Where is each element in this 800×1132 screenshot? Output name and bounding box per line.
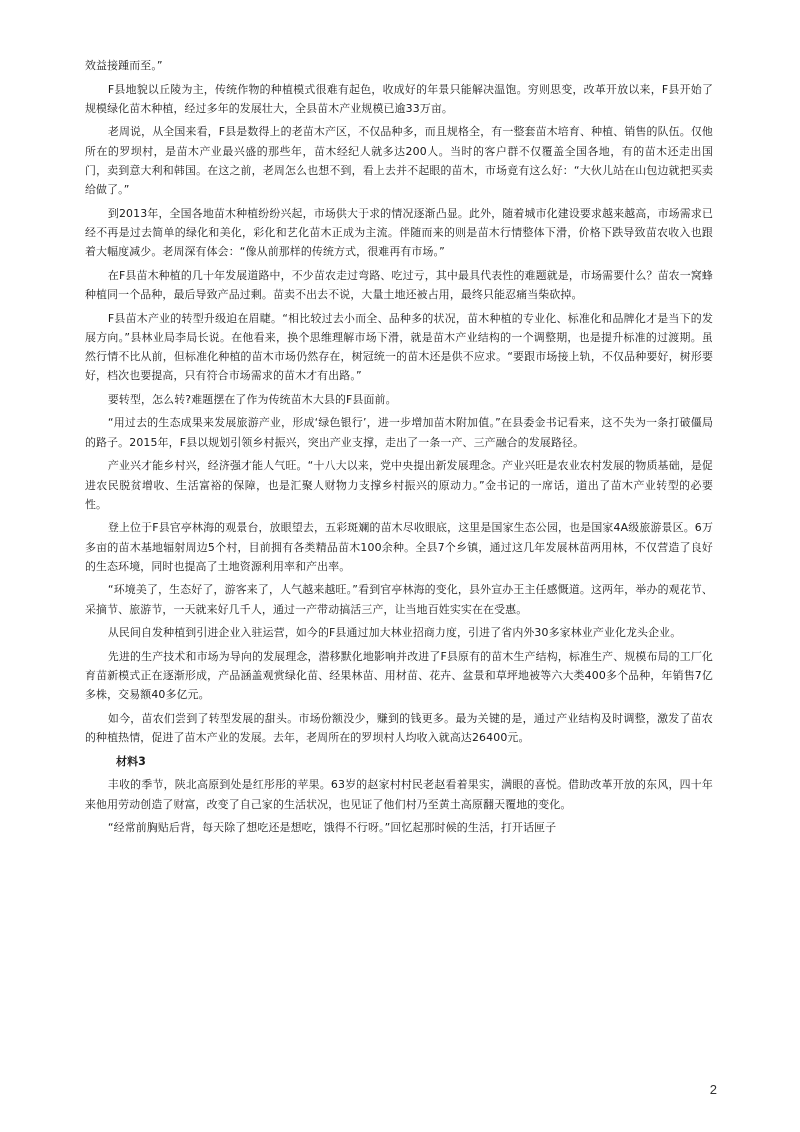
paragraph-3: 老周说，从全国来看，F县是数得上的老苗木产区，不仅品种多，而且规格全，有一整套苗木培育、种植、销售的队伍。仅他所在的罗坝村，是苗木产业最兴盛的那些年，苗木经纪人就多达200人。当时的客户群不仅覆盖全国各地，有的苗木还走出国门，卖到意大利和韩国。在这之前，老周怎么也想不到，看上去并不起眼的苗木，市场竟有这么好：“大伙儿站在山包边就把买卖给做了。” [85,125,713,197]
paragraph-4: 到2013年，全国各地苗木种植纷纷兴起，市场供大于求的情况逐渐凸显。此外，随着城市化建设要求越来越高，市场需求已经不再是过去简单的绿化和美化，彩化和艺化苗木正成为主流。伴随而来的则是苗木行情整体下滑，价格下跌导致苗农收入也跟着大幅度减少。老周深有体会：“像从前那样的传统方式，很难再有市场。” [85,206,713,259]
page-number: 2 [709,1082,717,1097]
paragraph-15: 丰收的季节，陕北高原到处是红彤彤的苹果。63岁的赵家村村民老赵看着果实，满眼的喜悦。借助改革开放的东风，四十年来他用劳动创造了财富，改变了自己家的生活状况，也见证了他们村乃至黄土高原翻天覆地的变化。 [85,778,713,811]
paragraph-7: 要转型，怎么转?难题摆在了作为传统苗木大县的F县面前。 [107,392,397,406]
paragraph-16: “经常前胸贴后背，每天除了想吃还是想吃，饿得不行呀。”回忆起那时候的生活，打开话匣子 [107,821,557,835]
paragraph-10: 登上位于F县官亭林海的观景台，放眼望去，五彩斑斓的苗木尽收眼底，这里是国家生态公园，也是国家4A级旅游景区。6万多亩的苗木基地辐射周边5个村，目前拥有各类精品苗木100余种。全县7个乡镇，通过这几年发展林苗两用林，不仅营造了良好的生态环境，同时也提高了土地资源利用率和产出率。 [85,521,713,573]
paragraph-6: F县苗木产业的转型升级迫在眉睫。“相比较过去小而全、品种多的状况，苗木种植的专业化、标准化和品牌化才是当下的发展方向。”县林业局李局长说。在他看来，换个思维理解市场下滑，就是苗木产业结构的一个调整期，也是提升标准的过渡期。虽然行情不比从前，但标准化种植的苗木市场仍然存在，树冠统一的苗木还是供不应求。“要跟市场接上轨，不仅品种要好，树形要好，档次也要提高，只有符合市场需求的苗木才有出路。” [85,311,713,383]
paragraph-12: 从民间自发种植到引进企业入驻运营，如今的F县通过加大林业招商力度，引进了省内外30多家林业产业化龙头企业。 [107,626,682,640]
paragraph-2: F县地貌以丘陵为主，传统作物的种植模式很难有起色，收成好的年景只能解决温饱。穷则思变，改革开放以来，F县开始了规模绿化苗木种植，经过多年的发展壮大，全县苗木产业规模已逾33万亩。 [85,82,713,115]
paragraph-11: “环境美了，生态好了，游客来了，人气越来越旺。”看到官亭林海的变化，县外宣办王主任感慨道。这两年，举办的观花节、采摘节、旅游节，一天就来好几千人，通过一产带动搞活三产，让当地百姓实实在在受惠。 [85,583,713,616]
paragraph-13: 先进的生产技术和市场为导向的发展理念，潜移默化地影响并改进了F县原有的苗木生产结构，标准生产、规模布局的工厂化育苗新模式正在逐渐形成，产品涵盖观赏绿化苗、经果林苗、用材苗、花卉、盆景和草坪地被等六大类400多个品种，年销售7亿多株，交易额40多亿元。 [85,649,713,702]
paragraph-9: 产业兴才能乡村兴，经济强才能人气旺。“十八大以来，党中央提出新发展理念。产业兴旺是农业农村发展的物质基础，是促进农民脱贫增收、生活富裕的保障，也是汇聚人财物力支撑乡村振兴的原动力。”金书记的一席话，道出了苗木产业转型的必要性。 [85,459,713,511]
paragraph-5: 在F县苗木种植的几十年发展道路中，不少苗农走过弯路、吃过亏，其中最具代表性的难题就是，市场需要什么？苗农一窝蜂种植同一个品种，最后导致产品过剩。苗卖不出去不说，大量土地还被占用，最终只能忍痛当柴砍掉。 [85,268,713,301]
section-heading: 材料3 [116,754,146,768]
paragraph-8: “用过去的生态成果来发展旅游产业，形成‘绿色银行’，进一步增加苗木附加值。”在县委金书记看来，这不失为一条打破僵局的路子。2015年，F县以规划引领乡村振兴，突出产业支撑，走出了一条一产、三产融合的发展路径。 [85,416,713,449]
paragraph-14: 如今，苗农们尝到了转型发展的甜头。市场份额没少，赚到的钱更多。最为关键的是，通过产业结构及时调整，激发了苗农的种植热情，促进了苗木产业的发展。去年，老周所在的罗坝村人均收入就高达26400元。 [85,711,713,745]
paragraph-1: 效益接踵而至。” [85,59,163,72]
